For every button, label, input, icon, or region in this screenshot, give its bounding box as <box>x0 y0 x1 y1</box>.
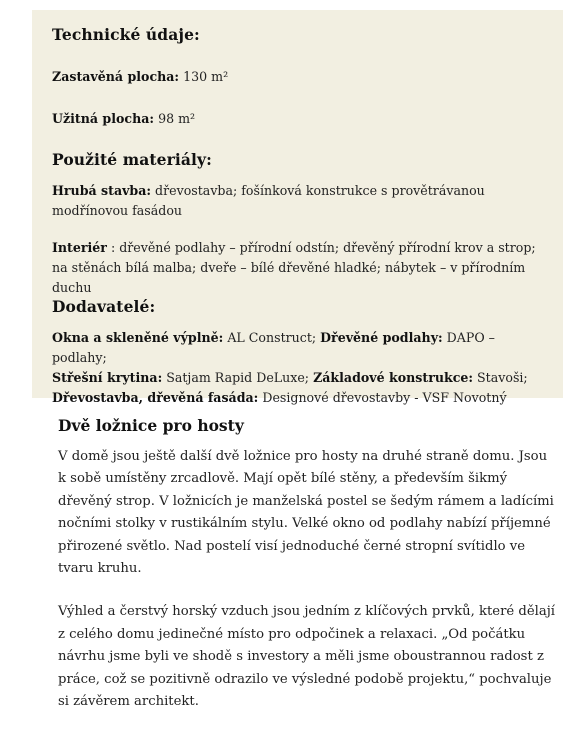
interior-label: Interiér <box>52 240 107 255</box>
floors-label: Dřevěné podlahy: <box>320 330 443 345</box>
foundation-value: Stavoši; <box>473 370 528 385</box>
technical-data-heading: Technické údaje: <box>52 25 200 44</box>
windows-value: AL Construct; <box>223 330 321 345</box>
structure-row <box>52 181 542 221</box>
article-heading: Dvě ložnice pro hosty <box>58 416 244 435</box>
article-section <box>58 416 558 734</box>
floors-value: DAPO – podlahy; <box>52 330 495 365</box>
interior-value: : dřevěné podlahy – přírodní odstín; dřevěný přírodní krov a strop; na stěnách bílá malba; dveře – bílé dřevěné hladké; nábytek – v přírodním duchu <box>52 240 536 295</box>
wooden-facade-value: Designové dřevostavby - VSF Novotný <box>258 390 507 405</box>
windows-label: Okna a skleněné výplně: <box>52 330 224 345</box>
built-area-label: Zastavěná plocha: <box>52 69 180 84</box>
technical-info-box <box>32 10 563 405</box>
roofing-label: Střešní krytina: <box>52 370 163 385</box>
article-paragraph-2: Výhled a čerstvý horský vzduch jsou jedním z klíčových prvků, které dělají z celého domu jedinečné místo pro odpočinek a relaxaci. „Od počátku návrhu jsme byli ve shodě s investory a měli jsme oboustrannou radost z práce, což se pozitivně odrazilo ve výsledné podobě projektu,“ pochvaluje si závěrem architekt. <box>58 604 556 710</box>
foundation-label: Základové konstrukce: <box>313 370 474 385</box>
built-area-row <box>52 67 228 87</box>
roofing-value: Satjam Rapid DeLuxe; <box>162 370 314 385</box>
article-paragraph-1: V domě jsou ještě další dvě ložnice pro hosty na druhé straně domu. Jsou k sobě umístěny zrcadlově. Mají opět bílé stěny, a především šikmý dřevěný strop. V ložnicích je manželská postel se šedým rámem a ladícími nočními stolky v rustikálním stylu. Velké okno od podlahy nabízí příjemné přirozené světlo. Nad postelí visí jednoduché černé stropní svítidlo ve tvaru kruhu. <box>58 449 554 577</box>
usable-area-row <box>52 109 195 129</box>
materials-heading: Použité materiály: <box>52 150 212 169</box>
structure-value: dřevostavba; fošínková konstrukce s provětrávanou modřínovou fasádou <box>52 183 485 218</box>
usable-area-value: 98 m² <box>154 111 196 126</box>
interior-row <box>52 238 542 298</box>
wooden-facade-label: Dřevostavba, dřevěná fasáda: <box>52 390 259 405</box>
structure-label: Hrubá stavba: <box>52 183 152 198</box>
usable-area-label: Užitná plocha: <box>52 111 155 126</box>
suppliers-list <box>52 328 552 408</box>
suppliers-heading: Dodavatelé: <box>52 297 156 316</box>
built-area-value: 130 m² <box>179 69 229 84</box>
